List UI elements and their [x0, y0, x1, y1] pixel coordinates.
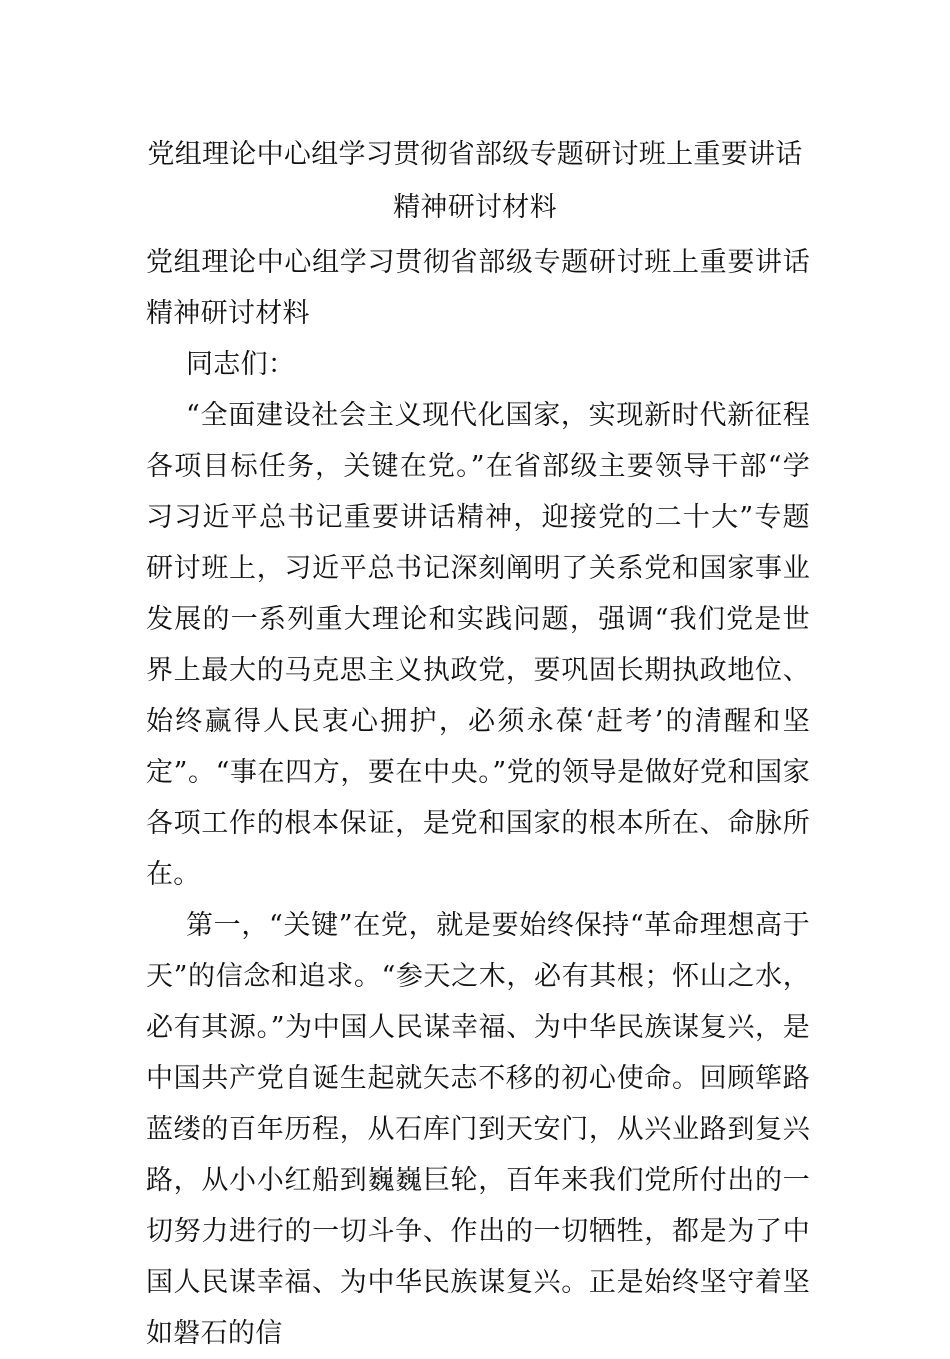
- paragraph-first-point: 第一，“关键”在党，就是要始终保持“革命理想高于天”的信念和追求。“参天之木，必有其根；怀山之水，必有其源。”为中国人民谋幸福、为中华民族谋复兴，是中国共产党自诞生起就矢志不移的初心使命。回顾筚路蓝缕的百年历程，从石库门到天安门，从兴业路到复兴路，从小小红船到巍巍巨轮，百年来我们党所付出的一切努力进行的一切斗争、作出的一切牺牲，都是为了中国人民谋幸福、为中华民族谋复兴。正是始终坚守着坚如磐石的信: [146, 910, 810, 1349]
- document-subtitle: 党组理论中心组学习贯彻省部级专题研讨班上重要讲话精神研讨材料: [146, 247, 810, 329]
- document-title: 党组理论中心组学习贯彻省部级专题研讨班上重要讲话精神研讨材料: [147, 139, 803, 223]
- document-body: [146, 237, 810, 1359]
- paragraph-intro: “全面建设社会主义现代化国家，实现新时代新征程各项目标任务，关键在党。”在省部级主要领导干部“学习习近平总书记重要讲话精神，迎接党的二十大”专题研讨班上，习近平总书记深刻阐明了关系党和国家事业发展的一系列重大理论和实践问题，强调“我们党是世界上最大的马克思主义执政党，要巩固长期执政地位、始终赢得人民衷心拥护，必须永葆‘赶考’的清醒和坚定”。“事在四方，要在中央。”党的领导是做好党和国家各项工作的根本保证，是党和国家的根本所在、命脉所在。: [146, 400, 810, 890]
- salutation: 同志们：: [186, 349, 296, 380]
